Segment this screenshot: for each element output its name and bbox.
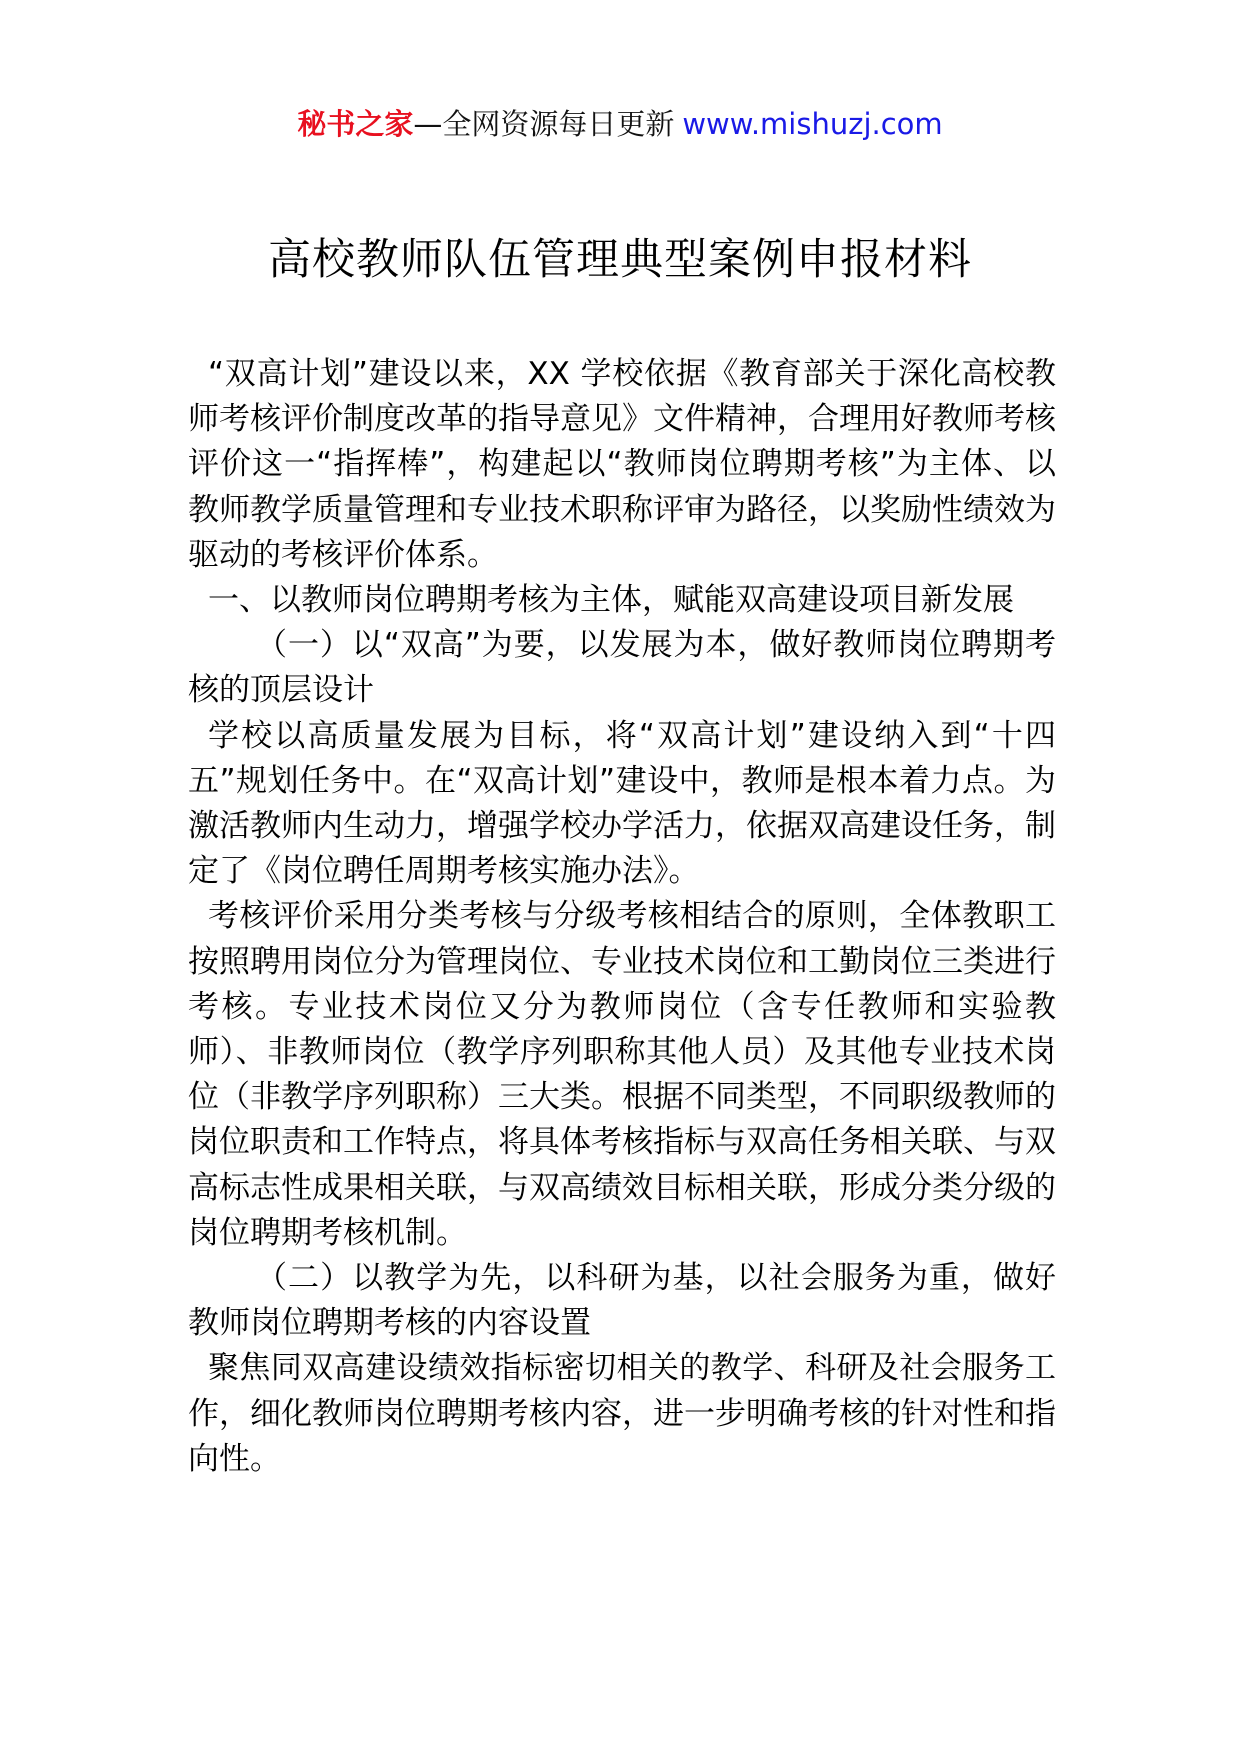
section-heading-1: 一、以教师岗位聘期考核为主体，赋能双高建设项目新发展 — [208, 582, 1014, 619]
site-header — [0, 104, 1240, 144]
subsection-heading-2: （二）以教学为先，以科研为基，以社会服务为重，做好教师岗位聘期考核的内容设置 — [188, 1260, 1056, 1342]
paragraph-goal: 学校以高质量发展为目标，将“双高计划”建设纳入到“十四五”规划任务中。在“双高计划”建设中，教师是根本着力点。为激活教师内生动力，增强学校办学活力，依据双高建设任务，制定了《岗位聘任周期考核实施办法》。 — [188, 717, 1056, 890]
document-title: 高校教师队伍管理典型案例申报材料 — [268, 235, 972, 285]
header-slogan: —全网资源每日更新 — [413, 107, 675, 141]
site-url-link[interactable]: www.mishuzj.com — [682, 107, 943, 141]
document-body — [188, 352, 1056, 1482]
paragraph-intro: “双高计划”建设以来，XX 学校依据《教育部关于深化高校教师考核评价制度改革的指导意见》文件精神，合理用好教师考核评价这一“指挥棒”，构建起以“教师岗位聘期考核”为主体、以教师教学质量管理和专业技术职称评审为路径，以奖励性绩效为驱动的考核评价体系。 — [188, 356, 1056, 573]
paragraph-focus: 聚焦同双高建设绩效指标密切相关的教学、科研及社会服务工作，细化教师岗位聘期考核内容，进一步明确考核的针对性和指向性。 — [188, 1350, 1056, 1477]
brand-name: 秘书之家 — [297, 107, 414, 141]
paragraph-assessment: 考核评价采用分类考核与分级考核相结合的原则，全体教职工按照聘用岗位分为管理岗位、专业技术岗位和工勤岗位三类进行考核。专业技术岗位又分为教师岗位（含专任教师和实验教师）、非教师岗位（教学序列职称其他人员）及其他专业技术岗位（非教学序列职称）三大类。根据不同类型，不同职级教师的岗位职责和工作特点，将具体考核指标与双高任务相关联、与双高标志性成果相关联，与双高绩效目标相关联，形成分类分级的岗位聘期考核机制。 — [188, 898, 1056, 1251]
subsection-heading-1: （一）以“双高”为要，以发展为本，做好教师岗位聘期考核的顶层设计 — [188, 627, 1056, 709]
